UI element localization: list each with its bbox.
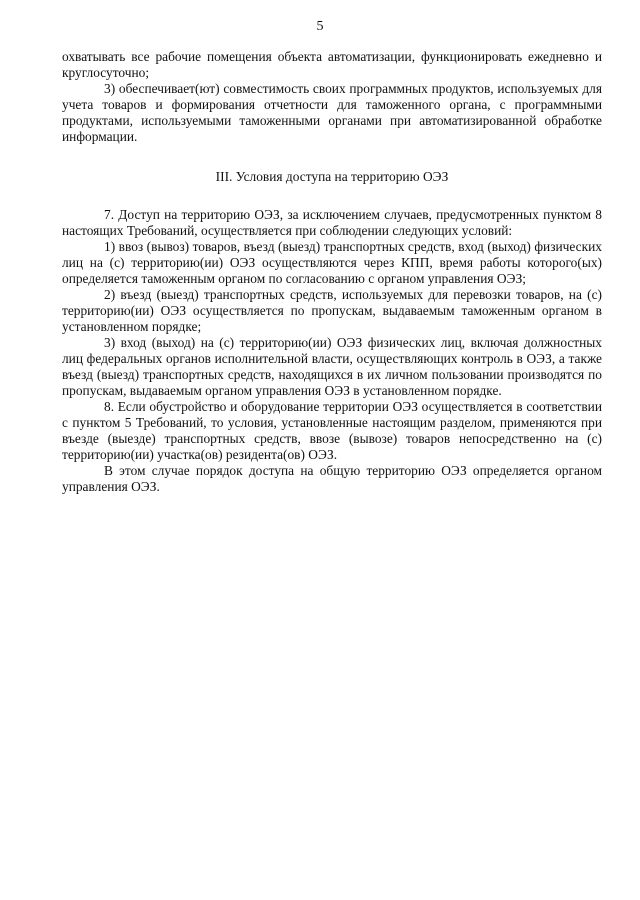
page-number: 5 (316, 19, 324, 34)
paragraph-clause-7: 7. Доступ на территорию ОЭЗ, за исключением случаев, предусмотренных пунктом 8 настоящих Требований, осуществляется при соблюдении следующих условий: (62, 207, 602, 238)
paragraph-access-procedure: В этом случае порядок доступа на общую территорию ОЭЗ определяется органом управления ОЭЗ. (62, 463, 602, 494)
paragraph-clause-8: 8. Если обустройство и оборудование территории ОЭЗ осуществляется в соответствии с пунктом 5 Требований, то условия, установленные настоящим разделом, применяются при въезде (выезде) транспортных средств, ввозе (вывозе) товаров непосредственно на (с) территорию(ии) участка(ов) резидента(ов) ОЭЗ. (62, 399, 602, 462)
section-heading: III. Условия доступа на территорию ОЭЗ (215, 169, 449, 184)
paragraph-subclause-3: 3) вход (выход) на (с) территорию(ии) ОЭЗ физических лиц, включая должностных лиц федеральных органов исполнительной власти, осуществляющих контроль в ОЭЗ, а также въезд (выезд) транспортных средств, находящихся в их личном пользовании производятся по пропускам, выдаваемым органом управления ОЭЗ в установленном порядке. (62, 335, 602, 398)
paragraph-subclause-1: 1) ввоз (вывоз) товаров, въезд (выезд) транспортных средств, вход (выход) физических лиц на (с) территорию(ии) ОЭЗ осуществляются через КПП, время работы которого(ых) определяется таможенным органом по согласованию с органом управления ОЭЗ; (62, 239, 602, 286)
paragraph-continuation: охватывать все рабочие помещения объекта автоматизации, функционировать ежедневно и круглосуточно; (62, 49, 602, 80)
paragraph-item-3-compatibility: 3) обеспечивает(ют) совместимость своих программных продуктов, используемых для учета товаров и формирования отчетности для таможенного органа, с программными продуктами, используемыми таможенными органами при автоматизированной обработке информации. (62, 81, 602, 144)
paragraph-subclause-2: 2) въезд (выезд) транспортных средств, используемых для перевозки товаров, на (с) территорию(ии) ОЭЗ осуществляется по пропускам, выдаваемым таможенным органом в установленном порядке; (62, 287, 602, 334)
document-body (62, 49, 602, 495)
